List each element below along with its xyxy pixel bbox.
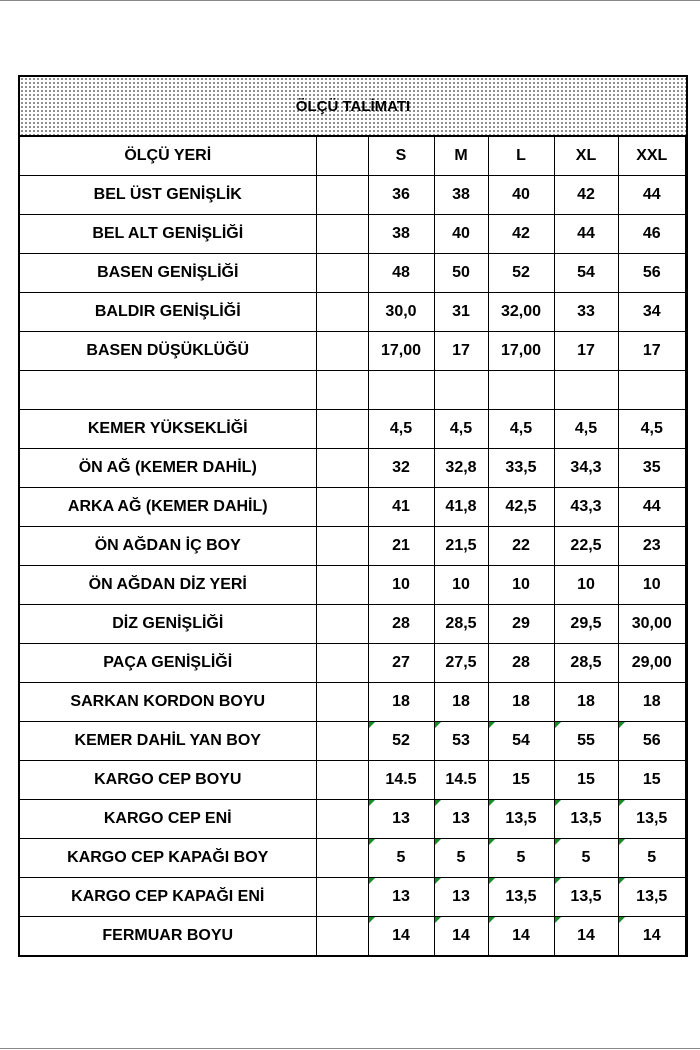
blank-cell xyxy=(316,761,368,800)
header-measure-point: ÖLÇÜ YERİ xyxy=(20,137,316,176)
value-cell-m: 41,8 xyxy=(434,488,488,527)
blank-cell xyxy=(316,683,368,722)
size-table xyxy=(20,137,687,957)
value-cell-m: 31 xyxy=(434,293,488,332)
measurement-label: SARKAN KORDON BOYU xyxy=(20,683,316,722)
measurement-label: BEL ÜST GENİŞLİK xyxy=(20,176,316,215)
measurement-row xyxy=(20,449,686,488)
value-cell-l: 28 xyxy=(488,644,554,683)
blank-cell xyxy=(316,254,368,293)
value-cell-xxl: 44 xyxy=(618,176,686,215)
value-cell-xxl: 14 xyxy=(618,917,686,957)
value-cell-l: 17,00 xyxy=(488,332,554,371)
measurement-row xyxy=(20,644,686,683)
value-cell-m: 53 xyxy=(434,722,488,761)
blank-cell xyxy=(316,527,368,566)
value-cell-l: 22 xyxy=(488,527,554,566)
value-cell-m: 28,5 xyxy=(434,605,488,644)
measurement-row xyxy=(20,761,686,800)
blank-cell xyxy=(316,176,368,215)
header-row xyxy=(20,137,686,176)
value-cell-xxl: 5 xyxy=(618,839,686,878)
measurement-row xyxy=(20,683,686,722)
measurement-row xyxy=(20,605,686,644)
value-cell-s: 10 xyxy=(368,566,434,605)
measurement-row xyxy=(20,410,686,449)
value-cell-s: 28 xyxy=(368,605,434,644)
measurement-label: BEL ALT GENİŞLİĞİ xyxy=(20,215,316,254)
value-cell-xl: 13,5 xyxy=(554,878,618,917)
value-cell-s xyxy=(368,371,434,410)
measurement-label: PAÇA GENİŞLİĞİ xyxy=(20,644,316,683)
measurement-label: DİZ GENİŞLİĞİ xyxy=(20,605,316,644)
blank-cell xyxy=(316,878,368,917)
value-cell-m: 14.5 xyxy=(434,761,488,800)
value-cell-m: 21,5 xyxy=(434,527,488,566)
value-cell-m: 50 xyxy=(434,254,488,293)
value-cell-xl: 29,5 xyxy=(554,605,618,644)
value-cell-xxl: 4,5 xyxy=(618,410,686,449)
value-cell-xxl xyxy=(618,371,686,410)
measurement-row xyxy=(20,215,686,254)
value-cell-s: 41 xyxy=(368,488,434,527)
measurement-label: KEMER DAHİL YAN BOY xyxy=(20,722,316,761)
value-cell-l: 42,5 xyxy=(488,488,554,527)
value-cell-xl: 42 xyxy=(554,176,618,215)
value-cell-s: 30,0 xyxy=(368,293,434,332)
measurement-label: ARKA AĞ (KEMER DAHİL) xyxy=(20,488,316,527)
measurement-label: KARGO CEP BOYU xyxy=(20,761,316,800)
value-cell-l: 5 xyxy=(488,839,554,878)
value-cell-m: 32,8 xyxy=(434,449,488,488)
measurement-row xyxy=(20,293,686,332)
header-size-s: S xyxy=(368,137,434,176)
measurement-row xyxy=(20,332,686,371)
value-cell-l: 52 xyxy=(488,254,554,293)
value-cell-xl: 18 xyxy=(554,683,618,722)
top-border-line xyxy=(0,0,700,1)
value-cell-s: 27 xyxy=(368,644,434,683)
value-cell-xl: 13,5 xyxy=(554,800,618,839)
value-cell-s: 13 xyxy=(368,878,434,917)
value-cell-l: 42 xyxy=(488,215,554,254)
value-cell-xxl: 18 xyxy=(618,683,686,722)
measurement-row xyxy=(20,722,686,761)
value-cell-m: 4,5 xyxy=(434,410,488,449)
value-cell-xl: 54 xyxy=(554,254,618,293)
value-cell-l: 29 xyxy=(488,605,554,644)
value-cell-m: 13 xyxy=(434,878,488,917)
measurement-label: BASEN GENİŞLİĞİ xyxy=(20,254,316,293)
value-cell-m: 38 xyxy=(434,176,488,215)
value-cell-xl: 10 xyxy=(554,566,618,605)
value-cell-s: 48 xyxy=(368,254,434,293)
value-cell-xxl: 13,5 xyxy=(618,878,686,917)
blank-cell xyxy=(316,605,368,644)
blank-cell xyxy=(316,917,368,957)
value-cell-m xyxy=(434,371,488,410)
value-cell-m: 27,5 xyxy=(434,644,488,683)
value-cell-l: 18 xyxy=(488,683,554,722)
value-cell-s: 52 xyxy=(368,722,434,761)
measurement-row xyxy=(20,176,686,215)
value-cell-xl: 55 xyxy=(554,722,618,761)
value-cell-xxl: 35 xyxy=(618,449,686,488)
value-cell-l xyxy=(488,371,554,410)
value-cell-m: 10 xyxy=(434,566,488,605)
blank-cell xyxy=(316,566,368,605)
measurement-row xyxy=(20,839,686,878)
value-cell-xl: 4,5 xyxy=(554,410,618,449)
measurement-row xyxy=(20,566,686,605)
header-size-l: L xyxy=(488,137,554,176)
value-cell-xl: 22,5 xyxy=(554,527,618,566)
value-cell-l: 32,00 xyxy=(488,293,554,332)
value-cell-l: 13,5 xyxy=(488,800,554,839)
value-cell-xl: 5 xyxy=(554,839,618,878)
value-cell-xxl: 46 xyxy=(618,215,686,254)
measurement-row xyxy=(20,527,686,566)
header-size-xl: XL xyxy=(554,137,618,176)
value-cell-xxl: 15 xyxy=(618,761,686,800)
value-cell-xxl: 13,5 xyxy=(618,800,686,839)
value-cell-xxl: 29,00 xyxy=(618,644,686,683)
value-cell-xl: 17 xyxy=(554,332,618,371)
value-cell-xxl: 56 xyxy=(618,722,686,761)
blank-cell xyxy=(316,449,368,488)
measurement-row xyxy=(20,254,686,293)
measurement-label: FERMUAR BOYU xyxy=(20,917,316,957)
value-cell-s: 32 xyxy=(368,449,434,488)
value-cell-xxl: 23 xyxy=(618,527,686,566)
value-cell-xxl: 30,00 xyxy=(618,605,686,644)
blank-cell xyxy=(316,839,368,878)
value-cell-s: 5 xyxy=(368,839,434,878)
value-cell-l: 33,5 xyxy=(488,449,554,488)
measurement-label: ÖN AĞDAN İÇ BOY xyxy=(20,527,316,566)
measurement-row xyxy=(20,800,686,839)
value-cell-m: 13 xyxy=(434,800,488,839)
size-chart xyxy=(18,75,688,957)
value-cell-m: 5 xyxy=(434,839,488,878)
header-blank xyxy=(316,137,368,176)
measurement-label: ÖN AĞ (KEMER DAHİL) xyxy=(20,449,316,488)
blank-cell xyxy=(316,722,368,761)
value-cell-xxl: 44 xyxy=(618,488,686,527)
chart-title-text: ÖLÇÜ TALİMATI xyxy=(295,97,411,115)
value-cell-xl: 28,5 xyxy=(554,644,618,683)
blank-cell xyxy=(316,332,368,371)
measurement-row xyxy=(20,371,686,410)
value-cell-m: 14 xyxy=(434,917,488,957)
value-cell-l: 14 xyxy=(488,917,554,957)
value-cell-l: 4,5 xyxy=(488,410,554,449)
blank-cell xyxy=(316,800,368,839)
value-cell-s: 18 xyxy=(368,683,434,722)
bottom-border-line xyxy=(0,1048,700,1049)
blank-cell xyxy=(316,644,368,683)
measurement-row xyxy=(20,488,686,527)
value-cell-xl: 33 xyxy=(554,293,618,332)
value-cell-xl: 34,3 xyxy=(554,449,618,488)
blank-cell xyxy=(316,488,368,527)
value-cell-xl: 44 xyxy=(554,215,618,254)
value-cell-s: 4,5 xyxy=(368,410,434,449)
header-size-xxl: XXL xyxy=(618,137,686,176)
value-cell-xxl: 56 xyxy=(618,254,686,293)
value-cell-xl: 14 xyxy=(554,917,618,957)
value-cell-s: 21 xyxy=(368,527,434,566)
value-cell-xl xyxy=(554,371,618,410)
measurement-label: BASEN DÜŞÜKLÜĞÜ xyxy=(20,332,316,371)
value-cell-m: 18 xyxy=(434,683,488,722)
value-cell-xxl: 34 xyxy=(618,293,686,332)
measurement-label: BALDIR GENİŞLİĞİ xyxy=(20,293,316,332)
measurement-label xyxy=(20,371,316,410)
blank-cell xyxy=(316,293,368,332)
chart-title xyxy=(20,77,686,137)
value-cell-l: 10 xyxy=(488,566,554,605)
value-cell-l: 13,5 xyxy=(488,878,554,917)
value-cell-l: 15 xyxy=(488,761,554,800)
measurement-row xyxy=(20,878,686,917)
value-cell-s: 14 xyxy=(368,917,434,957)
measurement-row xyxy=(20,917,686,957)
blank-cell xyxy=(316,371,368,410)
measurement-label: KARGO CEP KAPAĞI BOY xyxy=(20,839,316,878)
measurement-label: KEMER YÜKSEKLİĞİ xyxy=(20,410,316,449)
value-cell-m: 40 xyxy=(434,215,488,254)
value-cell-l: 54 xyxy=(488,722,554,761)
blank-cell xyxy=(316,410,368,449)
measurement-label: KARGO CEP ENİ xyxy=(20,800,316,839)
value-cell-xxl: 10 xyxy=(618,566,686,605)
value-cell-xxl: 17 xyxy=(618,332,686,371)
value-cell-m: 17 xyxy=(434,332,488,371)
value-cell-s: 14.5 xyxy=(368,761,434,800)
value-cell-s: 17,00 xyxy=(368,332,434,371)
value-cell-xl: 15 xyxy=(554,761,618,800)
measurement-label: ÖN AĞDAN DİZ YERİ xyxy=(20,566,316,605)
header-size-m: M xyxy=(434,137,488,176)
value-cell-xl: 43,3 xyxy=(554,488,618,527)
measurement-label: KARGO CEP KAPAĞI ENİ xyxy=(20,878,316,917)
value-cell-l: 40 xyxy=(488,176,554,215)
value-cell-s: 13 xyxy=(368,800,434,839)
blank-cell xyxy=(316,215,368,254)
value-cell-s: 36 xyxy=(368,176,434,215)
value-cell-s: 38 xyxy=(368,215,434,254)
